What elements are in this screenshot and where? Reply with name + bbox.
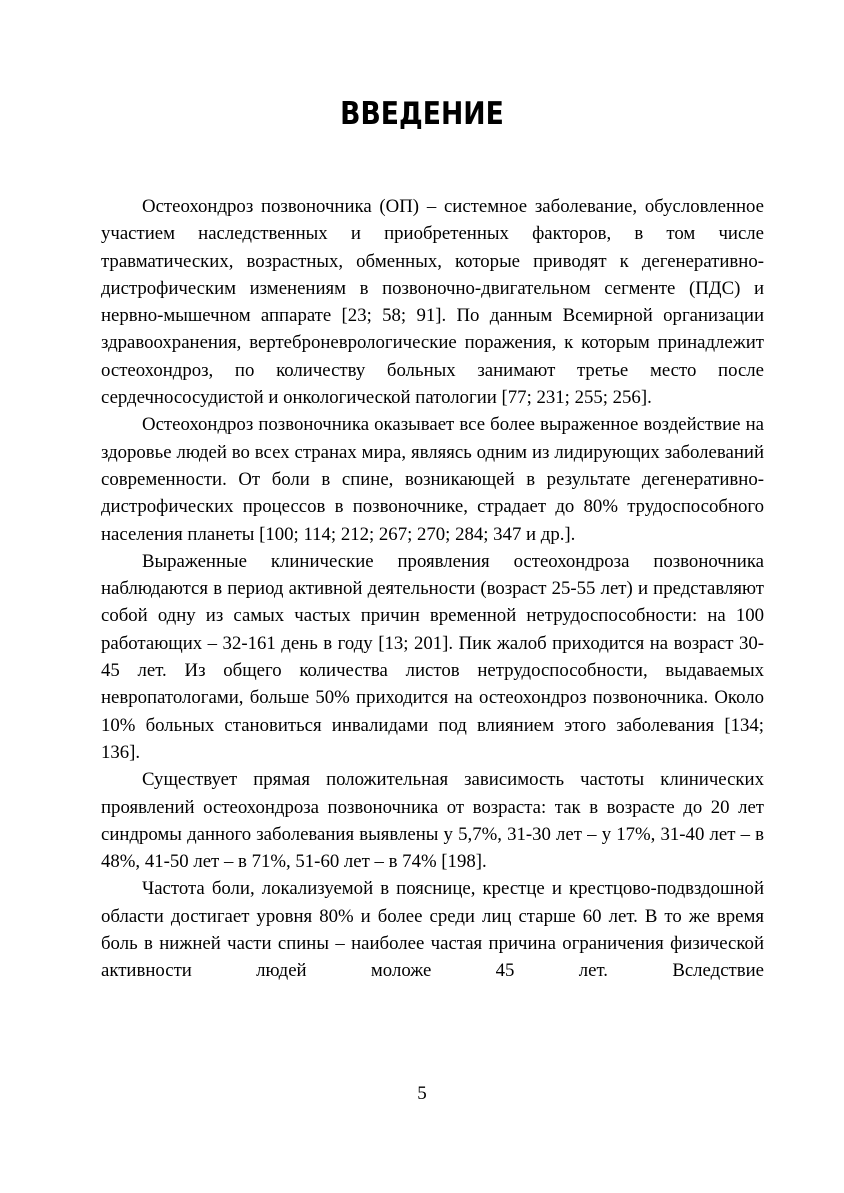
paragraph-2: Остеохондроз позвоночника оказывает все более выраженное воздействие на здоровье людей во всех странах мира, являясь одним из лидирующих заболеваний современности. От боли в спине, возникающей в результате дегенеративно-дистрофических процессов в позвоночнике, страдает до 80% трудоспособного населения планеты [100; 114; 212; 267; 270; 284; 347 и др.]. bbox=[101, 414, 764, 545]
body-text bbox=[101, 193, 764, 985]
page-title: ВВЕДЕНИЕ bbox=[340, 96, 504, 132]
paragraph-1: Остеохондроз позвоночника (ОП) – системное заболевание, обусловленное участием наследственных и приобретенных факторов, в том числе травматических, возрастных, обменных, которые приводят к дегенеративно-дистрофическим изменениям в позвоночно-двигательном сегменте (ПДС) и нервно-мышечном аппарате [23; 58; 91]. По данным Всемирной организации здравоохранения, вертеброневрологические поражения, к которым принадлежит остеохондроз, по количеству больных занимают третье место после сердечнососудистой и онкологической патологии [77; 231; 255; 256]. bbox=[101, 196, 764, 409]
paragraph-5: Частота боли, локализуемой в пояснице, крестце и крестцово-подвздошной области достигает уровня 80% и более среди лиц старше 60 лет. В то же время боль в нижней части спины – наиболее частая причина ограничения физической активности людей моложе 45 лет. Вследствие bbox=[101, 878, 764, 982]
page-number: 5 bbox=[417, 1083, 427, 1104]
paragraph-3: Выраженные клинические проявления остеохондроза позвоночника наблюдаются в период активной деятельности (возраст 25-55 лет) и представляют собой одну из самых частых причин временной нетрудоспособности: на 100 работающих – 32-161 день в году [13; 201]. Пик жалоб приходится на возраст 30-45 лет. Из общего количества листов нетрудоспособности, выдаваемых невропатологами, больше 50% приходится на остеохондроз позвоночника. Около 10% больных становиться инвалидами под влиянием этого заболевания [134; 136]. bbox=[101, 550, 764, 763]
paragraph-4: Существует прямая положительная зависимость частоты клинических проявлений остеохондроза позвоночника от возраста: так в возрасте до 20 лет синдромы данного заболевания выявлены у 5,7%, 31-30 лет – у 17%, 31-40 лет – в 48%, 41-50 лет – в 71%, 51-60 лет – в 74% [198]. bbox=[101, 769, 764, 873]
